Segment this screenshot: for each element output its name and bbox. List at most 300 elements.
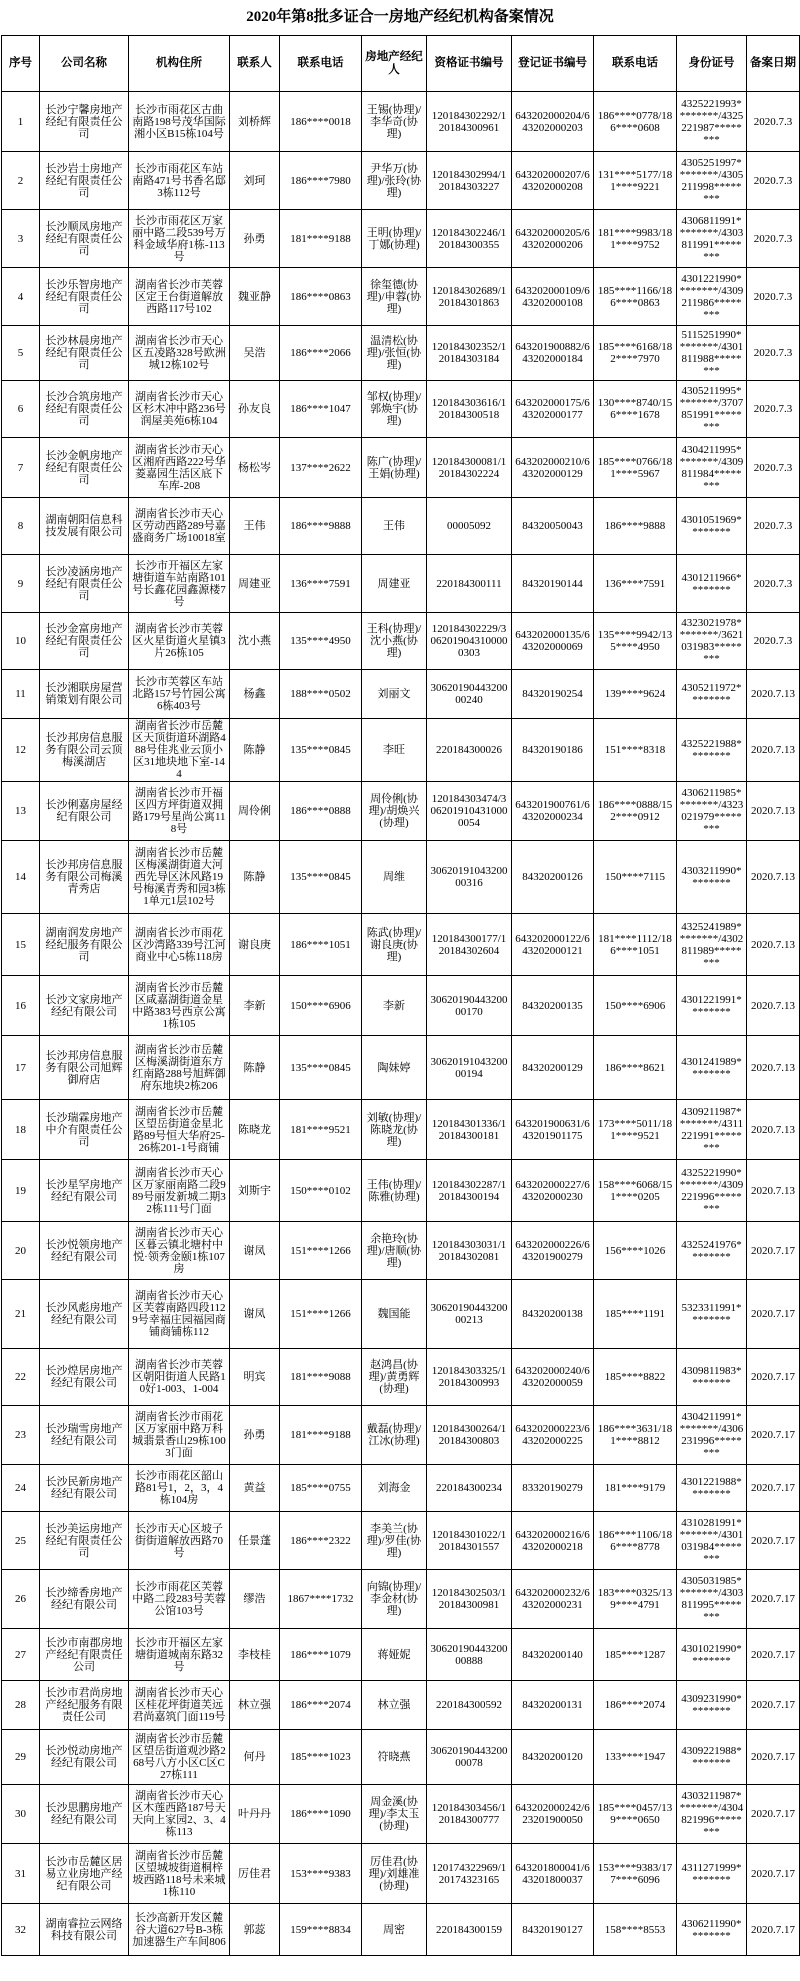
cell-company: 长沙风彪房地产经纪有限公司 xyxy=(40,1280,129,1349)
cell-qualification-cert: 3062019044320000888 xyxy=(427,1629,512,1681)
cell-index: 16 xyxy=(2,976,40,1036)
table-body xyxy=(2,92,800,1956)
cell-index: 26 xyxy=(2,1570,40,1629)
cell-filing-date: 2020.7.3 xyxy=(747,92,800,152)
cell-index: 20 xyxy=(2,1222,40,1280)
cell-agent-phone: 150****7115 xyxy=(594,841,677,914)
cell-company: 长沙悦领房地产经纪有限公司 xyxy=(40,1222,129,1280)
cell-registration-cert: 643202000122/643202000121 xyxy=(512,914,594,976)
cell-qualification-cert: 3062019044320000240 xyxy=(427,670,512,719)
header-row xyxy=(2,36,800,92)
cell-agent: 尹华万(协理)/张玲(协理) xyxy=(362,152,427,210)
cell-registration-cert: 84320190254 xyxy=(512,670,594,719)
cell-agent-phone: 185****1166/186****0863 xyxy=(594,268,677,326)
table-row xyxy=(2,1844,800,1904)
table-row xyxy=(2,670,800,719)
cell-address: 湖南省长沙市岳麓区望岳街道观沙路268号八方小区C区C27栋111 xyxy=(129,1730,230,1785)
cell-agent-phone: 186****9888 xyxy=(594,498,677,555)
table-row xyxy=(2,1160,800,1222)
cell-qualification-cert: 120184301336/120184300181 xyxy=(427,1100,512,1160)
table-row xyxy=(2,1349,800,1406)
cell-registration-cert: 643202000207/643202000208 xyxy=(512,152,594,210)
cell-address: 湖南省长沙市岳麓区梅溪湖街道大河西先导区沐风路19号梅溪青秀和园3栋1单元1层102号 xyxy=(129,841,230,914)
cell-contact-phone: 186****7980 xyxy=(280,152,362,210)
cell-filing-date: 2020.7.17 xyxy=(747,1785,800,1844)
cell-contact: 王伟 xyxy=(230,498,280,555)
cell-id-number: 4310281991********/4301031984******** xyxy=(677,1512,747,1570)
cell-contact: 任景蓬 xyxy=(230,1512,280,1570)
cell-contact: 明宾 xyxy=(230,1349,280,1406)
cell-qualification-cert: 120184302229/3062019043100000303 xyxy=(427,613,512,670)
cell-registration-cert: 84320200140 xyxy=(512,1629,594,1681)
cell-contact-phone: 186****0888 xyxy=(280,782,362,841)
header-agent-phone: 联系电话 xyxy=(594,36,677,92)
table-row xyxy=(2,1681,800,1730)
cell-filing-date: 2020.7.17 xyxy=(747,1349,800,1406)
table-row xyxy=(2,210,800,268)
cell-id-number: 4306211985********/4323021979******** xyxy=(677,782,747,841)
cell-agent: 徐玺德(协理)/申蓉(协理) xyxy=(362,268,427,326)
cell-index: 30 xyxy=(2,1785,40,1844)
cell-agent: 周维 xyxy=(362,841,427,914)
cell-agent-phone: 130****8740/156****1678 xyxy=(594,381,677,438)
cell-registration-cert: 84320200120 xyxy=(512,1730,594,1785)
cell-index: 1 xyxy=(2,92,40,152)
cell-agent: 李旺 xyxy=(362,719,427,782)
cell-filing-date: 2020.7.13 xyxy=(747,1160,800,1222)
cell-index: 7 xyxy=(2,438,40,498)
header-address: 机构住所 xyxy=(129,36,230,92)
cell-registration-cert: 643202000210/643202000129 xyxy=(512,438,594,498)
header-company: 公司名称 xyxy=(40,36,129,92)
cell-index: 4 xyxy=(2,268,40,326)
cell-address: 长沙市芙蓉区车站北路157号竹园公寓6栋403号 xyxy=(129,670,230,719)
cell-registration-cert: 84320190186 xyxy=(512,719,594,782)
table-row xyxy=(2,438,800,498)
cell-address: 湖南省长沙市芙蓉区朝阳街道人民路10好1-003、1-004 xyxy=(129,1349,230,1406)
table-row xyxy=(2,719,800,782)
cell-agent: 李新 xyxy=(362,976,427,1036)
cell-filing-date: 2020.7.13 xyxy=(747,1100,800,1160)
cell-contact-phone: 181****9188 xyxy=(280,1406,362,1465)
cell-filing-date: 2020.7.3 xyxy=(747,326,800,381)
cell-agent: 蒋娅妮 xyxy=(362,1629,427,1681)
cell-filing-date: 2020.7.3 xyxy=(747,268,800,326)
cell-agent-phone: 153****9383/177****6096 xyxy=(594,1844,677,1904)
cell-filing-date: 2020.7.17 xyxy=(747,1406,800,1465)
cell-index: 29 xyxy=(2,1730,40,1785)
cell-filing-date: 2020.7.3 xyxy=(747,152,800,210)
cell-contact-phone: 135****0845 xyxy=(280,841,362,914)
cell-contact: 陈静 xyxy=(230,1036,280,1100)
cell-index: 8 xyxy=(2,498,40,555)
cell-contact: 叶丹丹 xyxy=(230,1785,280,1844)
cell-id-number: 4325221988******** xyxy=(677,719,747,782)
cell-address: 长沙市开福区左家塘街道城南东路32号 xyxy=(129,1629,230,1681)
cell-agent: 刘丽文 xyxy=(362,670,427,719)
cell-address: 长沙市雨花区韶山路81号1，2，3，4栋104房 xyxy=(129,1465,230,1512)
cell-index: 10 xyxy=(2,613,40,670)
cell-agent-phone: 136****7591 xyxy=(594,555,677,613)
cell-company: 长沙金帆房地产经纪有限责任公司 xyxy=(40,438,129,498)
cell-index: 9 xyxy=(2,555,40,613)
header-filing-date: 备案日期 xyxy=(747,36,800,92)
cell-registration-cert: 84320050043 xyxy=(512,498,594,555)
cell-contact-phone: 186****2074 xyxy=(280,1681,362,1730)
cell-address: 长沙市雨花区古曲南路198号茂华国际湘小区B15栋104号 xyxy=(129,92,230,152)
cell-registration-cert: 643202000175/643202000177 xyxy=(512,381,594,438)
cell-contact-phone: 186****9888 xyxy=(280,498,362,555)
cell-address: 湖南省长沙市芙蓉区火星街道火星镇3片26栋105 xyxy=(129,613,230,670)
cell-address: 湖南省长沙市岳麓区天顶街道环湖路488号佳兆业云顶小区31地块地下室-144 xyxy=(129,719,230,782)
cell-qualification-cert: 3062019044320000213 xyxy=(427,1280,512,1349)
cell-company: 湖南润发房地产经纪服务有限公司 xyxy=(40,914,129,976)
cell-company: 长沙邦房信息服务有限公司旭辉御府店 xyxy=(40,1036,129,1100)
cell-registration-cert: 84320200138 xyxy=(512,1280,594,1349)
cell-agent: 魏国能 xyxy=(362,1280,427,1349)
cell-id-number: 4306211990******** xyxy=(677,1904,747,1956)
cell-contact: 刘桥辉 xyxy=(230,92,280,152)
cell-filing-date: 2020.7.17 xyxy=(747,1570,800,1629)
cell-contact-phone: 181****9521 xyxy=(280,1100,362,1160)
cell-id-number: 4304211995********/4309811984******** xyxy=(677,438,747,498)
cell-contact: 谢良庚 xyxy=(230,914,280,976)
cell-id-number: 4309811983******** xyxy=(677,1349,747,1406)
cell-qualification-cert: 120184302287/120184300194 xyxy=(427,1160,512,1222)
cell-address: 湖南省长沙市雨花区万家丽中路万科城翡景香山29栋1003门面 xyxy=(129,1406,230,1465)
cell-contact-phone: 186****0863 xyxy=(280,268,362,326)
cell-agent-phone: 150****6906 xyxy=(594,976,677,1036)
cell-qualification-cert: 220184300592 xyxy=(427,1681,512,1730)
cell-address: 长沙市雨花区车站南路471号书香名邸3栋112号 xyxy=(129,152,230,210)
cell-company: 长沙合筑房地产经纪有限责任公司 xyxy=(40,381,129,438)
cell-agent: 林立强 xyxy=(362,1681,427,1730)
cell-agent: 刘海金 xyxy=(362,1465,427,1512)
table-row xyxy=(2,1100,800,1160)
cell-company: 长沙民新房地产经纪有限公司 xyxy=(40,1465,129,1512)
cell-filing-date: 2020.7.13 xyxy=(747,782,800,841)
table-row xyxy=(2,1730,800,1785)
cell-registration-cert: 643202000223/643202000225 xyxy=(512,1406,594,1465)
cell-company: 长沙林晨房地产经纪有限责任公司 xyxy=(40,326,129,381)
cell-company: 长沙思鹏房地产经纪有限公司 xyxy=(40,1785,129,1844)
cell-index: 25 xyxy=(2,1512,40,1570)
table-row xyxy=(2,1785,800,1844)
cell-qualification-cert: 120184302352/120184303184 xyxy=(427,326,512,381)
cell-agent: 赵鸿昌(协理)/黄勇辉(协理) xyxy=(362,1349,427,1406)
cell-agent: 陈广(协理)/王娟(协理) xyxy=(362,438,427,498)
cell-contact-phone: 186****2322 xyxy=(280,1512,362,1570)
cell-contact: 魏亚静 xyxy=(230,268,280,326)
cell-registration-cert: 84320200135 xyxy=(512,976,594,1036)
cell-contact-phone: 186****1090 xyxy=(280,1785,362,1844)
cell-filing-date: 2020.7.13 xyxy=(747,914,800,976)
table-row xyxy=(2,1904,800,1956)
cell-index: 6 xyxy=(2,381,40,438)
cell-contact-phone: 159****8834 xyxy=(280,1904,362,1956)
cell-company: 长沙瑞雪房地产经纪有限公司 xyxy=(40,1406,129,1465)
table-row xyxy=(2,498,800,555)
cell-qualification-cert: 120174322969/120174323165 xyxy=(427,1844,512,1904)
cell-address: 湖南省长沙市天心区杉木冲中路236号润屋美苑6栋104 xyxy=(129,381,230,438)
cell-qualification-cert: 3062019044320000170 xyxy=(427,976,512,1036)
cell-contact: 沈小燕 xyxy=(230,613,280,670)
cell-contact-phone: 151****1266 xyxy=(280,1222,362,1280)
cell-contact-phone: 186****1047 xyxy=(280,381,362,438)
cell-qualification-cert: 120184300081/120184302224 xyxy=(427,438,512,498)
cell-id-number: 4325221993********/4325221987******** xyxy=(677,92,747,152)
cell-contact: 孙勇 xyxy=(230,210,280,268)
table-row xyxy=(2,1036,800,1100)
cell-contact-phone: 185****0755 xyxy=(280,1465,362,1512)
table-row xyxy=(2,1512,800,1570)
cell-address: 长沙市天心区坡子街街道解放西路70号 xyxy=(129,1512,230,1570)
cell-index: 5 xyxy=(2,326,40,381)
cell-company: 长沙市君尚房地产经纪服务有限责任公司 xyxy=(40,1681,129,1730)
cell-company: 长沙市岳麓区居易立业房地产经纪有限公司 xyxy=(40,1844,129,1904)
cell-company: 长沙邦房信息服务有限公司云顶梅溪湖店 xyxy=(40,719,129,782)
cell-contact-phone: 151****1266 xyxy=(280,1280,362,1349)
cell-qualification-cert: 120184301022/120184301557 xyxy=(427,1512,512,1570)
cell-agent: 厉佳君(协理)/刘雄准(协理) xyxy=(362,1844,427,1904)
cell-filing-date: 2020.7.3 xyxy=(747,555,800,613)
cell-company: 长沙俐嘉房屋经纪有限公司 xyxy=(40,782,129,841)
cell-registration-cert: 84320200126 xyxy=(512,841,594,914)
cell-registration-cert: 643201900761/643202000234 xyxy=(512,782,594,841)
cell-qualification-cert: 120184302689/120184301863 xyxy=(427,268,512,326)
cell-agent-phone: 133****1947 xyxy=(594,1730,677,1785)
table-row xyxy=(2,613,800,670)
table-row xyxy=(2,1629,800,1681)
cell-registration-cert: 84320200129 xyxy=(512,1036,594,1100)
cell-agent-phone: 185****0457/139****0650 xyxy=(594,1785,677,1844)
cell-address: 湖南省长沙市岳麓区咸嘉湖街道金星中路383号西京公寓1栋105 xyxy=(129,976,230,1036)
cell-contact-phone: 135****4950 xyxy=(280,613,362,670)
cell-contact: 周伶俐 xyxy=(230,782,280,841)
cell-filing-date: 2020.7.17 xyxy=(747,1465,800,1512)
cell-filing-date: 2020.7.3 xyxy=(747,210,800,268)
cell-company: 长沙凌涵房地产经纪有限责任公司 xyxy=(40,555,129,613)
cell-address: 长沙市雨花区芙蓉中路二段283号芙蓉公馆103号 xyxy=(129,1570,230,1629)
table-row xyxy=(2,381,800,438)
table-row xyxy=(2,1570,800,1629)
cell-id-number: 4309211987********/4311221991******** xyxy=(677,1100,747,1160)
cell-address: 湖南省长沙市开福区四方坪街道双拥路179号星尚公寓118号 xyxy=(129,782,230,841)
cell-agent: 李美兰(协理)/罗佳(协理) xyxy=(362,1512,427,1570)
cell-index: 15 xyxy=(2,914,40,976)
cell-address: 湖南省长沙市天心区芙蓉南路四段1129号幸福庄园福园商铺商铺栋112 xyxy=(129,1280,230,1349)
cell-agent-phone: 186****1106/186****8778 xyxy=(594,1512,677,1570)
cell-filing-date: 2020.7.3 xyxy=(747,498,800,555)
cell-contact-phone: 135****0845 xyxy=(280,1036,362,1100)
cell-index: 19 xyxy=(2,1160,40,1222)
cell-id-number: 5115251990********/4301811988******** xyxy=(677,326,747,381)
header-contact: 联系人 xyxy=(230,36,280,92)
cell-qualification-cert: 3062019044320000078 xyxy=(427,1730,512,1785)
cell-contact-phone: 137****2622 xyxy=(280,438,362,498)
cell-registration-cert: 643202000240/643202000059 xyxy=(512,1349,594,1406)
cell-company: 长沙悦动房地产经纪有限公司 xyxy=(40,1730,129,1785)
cell-company: 长沙湘联房屋营销策划有限公司 xyxy=(40,670,129,719)
cell-id-number: 4305031985********/4303811995******** xyxy=(677,1570,747,1629)
cell-id-number: 4323021978********/3621031983******** xyxy=(677,613,747,670)
cell-agent-phone: 131****5177/181****9221 xyxy=(594,152,677,210)
cell-qualification-cert: 120184300177/120184302604 xyxy=(427,914,512,976)
cell-filing-date: 2020.7.3 xyxy=(747,381,800,438)
cell-agent-phone: 135****9942/135****4950 xyxy=(594,613,677,670)
cell-company: 湖南朝阳信息科技发展有限公司 xyxy=(40,498,129,555)
cell-agent: 周金溪(协理)/李太玉(协理) xyxy=(362,1785,427,1844)
header-id-number: 身份证号 xyxy=(677,36,747,92)
cell-index: 14 xyxy=(2,841,40,914)
cell-qualification-cert: 120184302503/120184300981 xyxy=(427,1570,512,1629)
cell-address: 长沙市雨花区万家丽中路二段539号万科金域华府1栋-113号 xyxy=(129,210,230,268)
cell-registration-cert: 643202000135/643202000069 xyxy=(512,613,594,670)
cell-company: 长沙岩士房地产经纪有限责任公司 xyxy=(40,152,129,210)
cell-agent: 周伶俐(协理)/胡焕兴(协理) xyxy=(362,782,427,841)
cell-id-number: 4306811991********/4303811991******** xyxy=(677,210,747,268)
cell-agent-phone: 185****6168/182****7970 xyxy=(594,326,677,381)
cell-company: 长沙乐智房地产经纪有限责任公司 xyxy=(40,268,129,326)
cell-contact-phone: 1867****1732 xyxy=(280,1570,362,1629)
cell-address: 湖南省长沙市天心区湘府西路222号华菱嘉园生活区底下车库-208 xyxy=(129,438,230,498)
cell-id-number: 4301221991******** xyxy=(677,976,747,1036)
cell-contact-phone: 188****0502 xyxy=(280,670,362,719)
cell-registration-cert: 643202000227/643202000230 xyxy=(512,1160,594,1222)
cell-registration-cert: 643202000232/643202000231 xyxy=(512,1570,594,1629)
cell-filing-date: 2020.7.13 xyxy=(747,670,800,719)
cell-address: 湖南省长沙市岳麓区望岳街道金星北路89号恒大华府25-26栋201-1号商铺 xyxy=(129,1100,230,1160)
cell-agent: 王伟(协理)/陈雅(协理) xyxy=(362,1160,427,1222)
cell-qualification-cert: 120184300264/120184300803 xyxy=(427,1406,512,1465)
cell-agent: 王锡(协理)/李华奇(协理) xyxy=(362,92,427,152)
cell-id-number: 4301221988******** xyxy=(677,1465,747,1512)
cell-registration-cert: 84320190144 xyxy=(512,555,594,613)
cell-contact: 陈晓龙 xyxy=(230,1100,280,1160)
cell-contact: 谢凤 xyxy=(230,1280,280,1349)
table-row xyxy=(2,976,800,1036)
cell-index: 22 xyxy=(2,1349,40,1406)
cell-index: 32 xyxy=(2,1904,40,1956)
cell-agent: 王伟 xyxy=(362,498,427,555)
cell-registration-cert: 643202000204/643202000203 xyxy=(512,92,594,152)
cell-address: 湖南省长沙市天心区暮云镇北塘村中悦·领秀金颐1栋107房 xyxy=(129,1222,230,1280)
cell-agent: 王科(协理)/沈小燕(协理) xyxy=(362,613,427,670)
table-row xyxy=(2,555,800,613)
cell-agent: 向锦(协理)/李金材(协理) xyxy=(362,1570,427,1629)
cell-address: 长沙高新开发区麓谷大道627号B-3栋加速器生产车间806 xyxy=(129,1904,230,1956)
cell-filing-date: 2020.7.17 xyxy=(747,1512,800,1570)
cell-contact: 刘珂 xyxy=(230,152,280,210)
cell-address: 湖南省长沙市雨花区沙湾路339号江河商业中心5栋118房 xyxy=(129,914,230,976)
cell-index: 21 xyxy=(2,1280,40,1349)
cell-id-number: 4303211987********/4304821996******** xyxy=(677,1785,747,1844)
cell-agent-phone: 186****0888/152****0912 xyxy=(594,782,677,841)
cell-agent-phone: 186****0778/186****0608 xyxy=(594,92,677,152)
cell-id-number: 4301021990******** xyxy=(677,1629,747,1681)
cell-contact: 缪浩 xyxy=(230,1570,280,1629)
cell-index: 31 xyxy=(2,1844,40,1904)
cell-agent: 刘敏(协理)/陈晓龙(协理) xyxy=(362,1100,427,1160)
cell-qualification-cert: 3062019104320000194 xyxy=(427,1036,512,1100)
cell-agent-phone: 156****1026 xyxy=(594,1222,677,1280)
cell-filing-date: 2020.7.3 xyxy=(747,438,800,498)
cell-address: 湖南省长沙市岳麓区望城坡街道桐梓坡西路118号未来城1栋110 xyxy=(129,1844,230,1904)
cell-index: 12 xyxy=(2,719,40,782)
cell-contact: 杨鑫 xyxy=(230,670,280,719)
cell-qualification-cert: 220184300026 xyxy=(427,719,512,782)
cell-address: 湖南省长沙市天心区木莲西路187号天天向上家园2、3、4栋113 xyxy=(129,1785,230,1844)
header-index: 序号 xyxy=(2,36,40,92)
cell-company: 长沙宁馨房地产经纪有限责任公司 xyxy=(40,92,129,152)
cell-company: 长沙美运房地产经纪有限责任公司 xyxy=(40,1512,129,1570)
cell-id-number: 4305211972******** xyxy=(677,670,747,719)
cell-filing-date: 2020.7.13 xyxy=(747,719,800,782)
cell-id-number: 4309221988******** xyxy=(677,1730,747,1785)
cell-contact: 林立强 xyxy=(230,1681,280,1730)
cell-registration-cert: 643202000205/643202000206 xyxy=(512,210,594,268)
cell-registration-cert: 84320190127 xyxy=(512,1904,594,1956)
cell-agent-phone: 185****1287 xyxy=(594,1629,677,1681)
cell-index: 28 xyxy=(2,1681,40,1730)
cell-filing-date: 2020.7.3 xyxy=(747,613,800,670)
cell-filing-date: 2020.7.13 xyxy=(747,1036,800,1100)
header-registration-cert: 登记证书编号 xyxy=(512,36,594,92)
cell-filing-date: 2020.7.17 xyxy=(747,1222,800,1280)
cell-contact: 谢凤 xyxy=(230,1222,280,1280)
cell-contact: 黄益 xyxy=(230,1465,280,1512)
cell-contact-phone: 150****6906 xyxy=(280,976,362,1036)
cell-id-number: 4305211995********/3707851991******** xyxy=(677,381,747,438)
cell-address: 长沙市开福区左家塘街道车站南路101号长鑫花园鑫源楼7号 xyxy=(129,555,230,613)
cell-qualification-cert: 220184300111 xyxy=(427,555,512,613)
cell-contact-phone: 181****9188 xyxy=(280,210,362,268)
cell-address: 湖南省长沙市天心区万家丽南路二段989号丽发新城二期32栋111号门面 xyxy=(129,1160,230,1222)
cell-contact: 李新 xyxy=(230,976,280,1036)
cell-id-number: 4304211991********/4306231996******** xyxy=(677,1406,747,1465)
cell-qualification-cert: 3062019104320000316 xyxy=(427,841,512,914)
cell-agent: 陶妹婷 xyxy=(362,1036,427,1100)
cell-contact-phone: 185****1023 xyxy=(280,1730,362,1785)
cell-contact: 孙友良 xyxy=(230,381,280,438)
cell-agent-phone: 151****8318 xyxy=(594,719,677,782)
table-row xyxy=(2,1406,800,1465)
cell-address: 湖南省长沙市天心区劳动西路289号嘉盛商务广场10018室 xyxy=(129,498,230,555)
cell-qualification-cert: 120184302994/120184303227 xyxy=(427,152,512,210)
cell-qualification-cert: 00005092 xyxy=(427,498,512,555)
cell-company: 湖南睿拉云网络科技有限公司 xyxy=(40,1904,129,1956)
cell-id-number: 4325241976******** xyxy=(677,1222,747,1280)
cell-contact: 郭蕊 xyxy=(230,1904,280,1956)
cell-id-number: 4325241989********/4302811989******** xyxy=(677,914,747,976)
cell-qualification-cert: 120184303031/120184302081 xyxy=(427,1222,512,1280)
cell-filing-date: 2020.7.17 xyxy=(747,1280,800,1349)
table-row xyxy=(2,782,800,841)
cell-agent-phone: 181****9983/181****9752 xyxy=(594,210,677,268)
cell-index: 17 xyxy=(2,1036,40,1100)
cell-id-number: 5323311991******** xyxy=(677,1280,747,1349)
cell-index: 3 xyxy=(2,210,40,268)
cell-contact: 孙勇 xyxy=(230,1406,280,1465)
cell-qualification-cert: 120184302292/120184300961 xyxy=(427,92,512,152)
cell-qualification-cert: 120184303616/120184300518 xyxy=(427,381,512,438)
cell-company: 长沙星罕房地产经纪有限公司 xyxy=(40,1160,129,1222)
cell-agent: 余艳玲(协理)/唐顺(协理) xyxy=(362,1222,427,1280)
cell-contact-phone: 150****0102 xyxy=(280,1160,362,1222)
cell-agent: 陈武(协理)/谢良庚(协理) xyxy=(362,914,427,976)
cell-id-number: 4309231990******** xyxy=(677,1681,747,1730)
cell-id-number: 4303211990******** xyxy=(677,841,747,914)
